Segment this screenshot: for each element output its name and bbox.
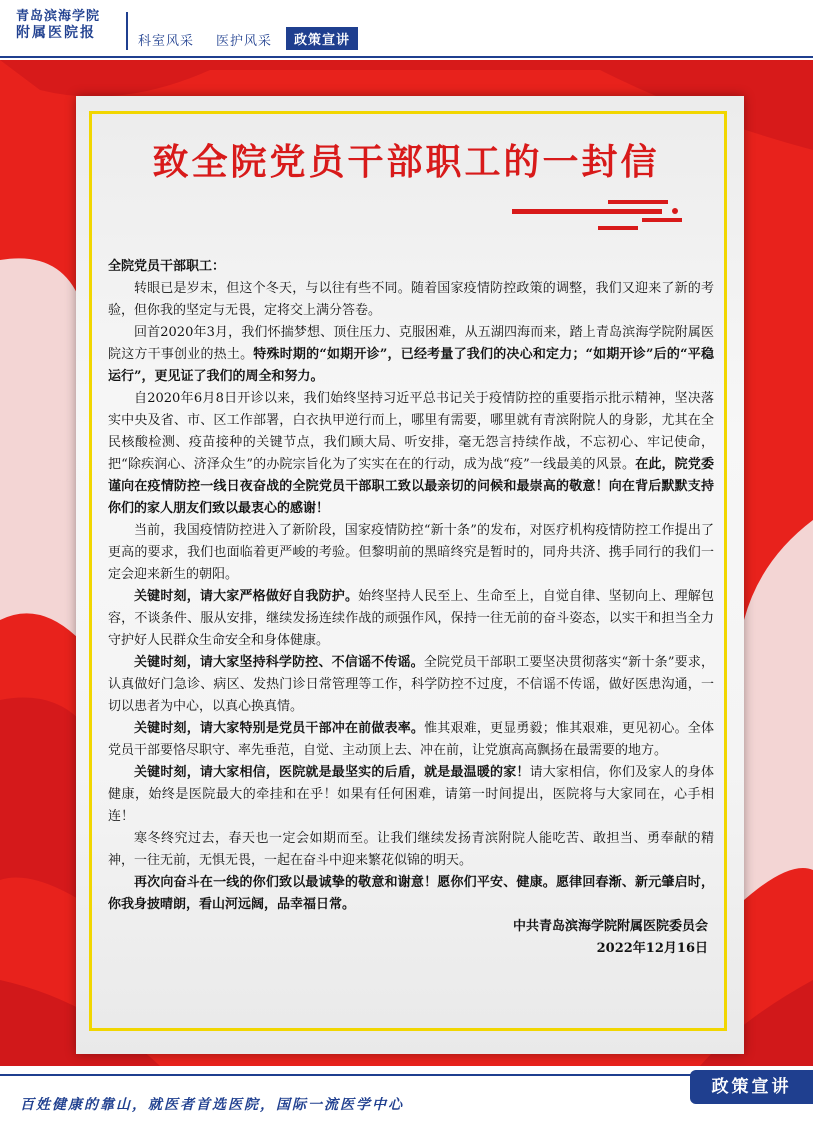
paragraph-8	[108, 762, 714, 828]
paragraph-8-text: 请大家相信，你们及家人的身体健康，始终是医院最大的牵挂和在乎！如果有任何困难，请第一时间提出，医院将与大家同在，心手相连！	[108, 765, 714, 824]
paragraph-2	[108, 322, 714, 388]
paragraph-2-text: 回首2020年3月，我们怀揣梦想、顶住压力、克服困难，从五湖四海而来，踏上青岛滨海学院附属医院这方干事创业的热土。	[108, 325, 714, 362]
footer-slogan: 百姓健康的靠山，就医者首选医院，国际一流医学中心	[20, 1097, 404, 1113]
paragraph-6	[108, 652, 714, 718]
paragraph-10	[108, 872, 714, 916]
paragraph-7-text: 惟其艰难，更显勇毅；惟其艰难，更见初心。全体党员干部要恪尽职守、率先垂范，自觉、主动顶上去、冲在前，让党旗高高飘扬在最需要的地方。	[108, 721, 714, 758]
letter-body	[108, 256, 714, 960]
nav-item-department[interactable]: 科室风采	[138, 34, 195, 49]
paragraph-3-text: 自2020年6月8日开诊以来，我们始终坚持习近平总书记关于疫情防控的重要指示批示精神，坚决落实中央及省、市、区工作部署，白衣执甲逆行而上，哪里有需要，哪里就有青滨附院人的身影，尤其在全民核酸检测、疫苗接种的关键节点，我们顾大局、听安排，毫无怨言持续作战，不忘初心、牢记使命，把“除疾润心、济泽众生”的办院宗旨化为了实实在在的行动，成为战“疫”一线最美的风景。	[108, 391, 714, 472]
paragraph-5	[108, 586, 714, 652]
paragraph-7	[108, 718, 714, 762]
paragraph-6-lead: 关键时刻，请大家坚持科学防控、不信谣不传谣。	[134, 655, 424, 670]
logo-line-2: 附属医院报	[16, 25, 96, 41]
salutation: 全院党员干部职工：	[108, 259, 226, 274]
section-tag[interactable]: 政策宣讲	[690, 1070, 813, 1104]
letter-date: 2022年12月16日	[596, 941, 708, 956]
paragraph-8-lead: 关键时刻，请大家相信，医院就是最坚实的后盾，就是最温暖的家！	[134, 765, 530, 780]
paragraph-3	[108, 388, 714, 520]
paragraph-5-text: 始终坚持人民至上、生命至上，自觉自律、坚韧向上、理解包容，不谈条件、服从安排，继续发扬连续作战的顽强作风，保持一往无前的奋斗姿态，以实干和担当全力守护好人民群众生命安全和身体健康。	[108, 589, 714, 648]
logo-line-1: 青岛滨海学院	[16, 9, 101, 24]
letter-title: 致全院党员干部职工的一封信	[152, 141, 660, 183]
paragraph-10-emphasis: 再次向奋斗在一线的你们致以最诚挚的敬意和谢意！愿你们平安、健康。愿律回春渐、新元肇启时，你我身披晴朗，看山河远阔，品幸福日常。	[108, 875, 714, 912]
paragraph-6-text: 全院党员干部职工要坚决贯彻落实“新十条”要求，认真做好门急诊、病区、发热门诊日常管理等工作，科学防控不过度，不信谣不传谣，做好医患沟通，一切以患者为中心，以真心换真情。	[108, 655, 714, 714]
nav-item-medical-staff[interactable]: 医护风采	[216, 34, 273, 49]
paragraph-1: 转眼已是岁末，但这个冬天，与以往有些不同。随着国家疫情防控政策的调整，我们又迎来了新的考验，但你我的坚定与无畏，定将交上满分答卷。	[108, 281, 714, 318]
paragraph-2-emphasis: 特殊时期的“如期开诊”，已经考量了我们的决心和定力；“如期开诊”后的“平稳运行”，更见证了我们的周全和努力。	[108, 347, 714, 384]
signature: 中共青岛滨海学院附属医院委员会	[512, 919, 708, 934]
nav-item-policy-active[interactable]: 政策宣讲	[286, 27, 358, 50]
paragraph-5-lead: 关键时刻，请大家严格做好自我防护。	[134, 589, 359, 604]
paragraph-7-lead: 关键时刻，请大家特别是党员干部冲在前做表率。	[134, 721, 425, 736]
paragraph-9: 寒冬终究过去，春天也一定会如期而至。让我们继续发扬青滨附院人能吃苦、敢担当、勇奉献的精神，一往无前，无惧无畏，一起在奋斗中迎来繁花似锦的明天。	[108, 831, 714, 868]
paragraph-4: 当前，我国疫情防控进入了新阶段，国家疫情防控“新十条”的发布，对医疗机构疫情防控工作提出了更高的要求，我们也面临着更严峻的考验。但黎明前的黑暗终究是暂时的，同舟共济、携手同行的我们一定会迎来新生的朝阳。	[108, 523, 714, 582]
paragraph-3-emphasis: 在此，院党委谨向在疫情防控一线日夜奋战的全院党员干部职工致以最亲切的问候和最崇高的敬意！向在背后默默支持你们的家人朋友们致以最衷心的感谢！	[108, 457, 714, 516]
